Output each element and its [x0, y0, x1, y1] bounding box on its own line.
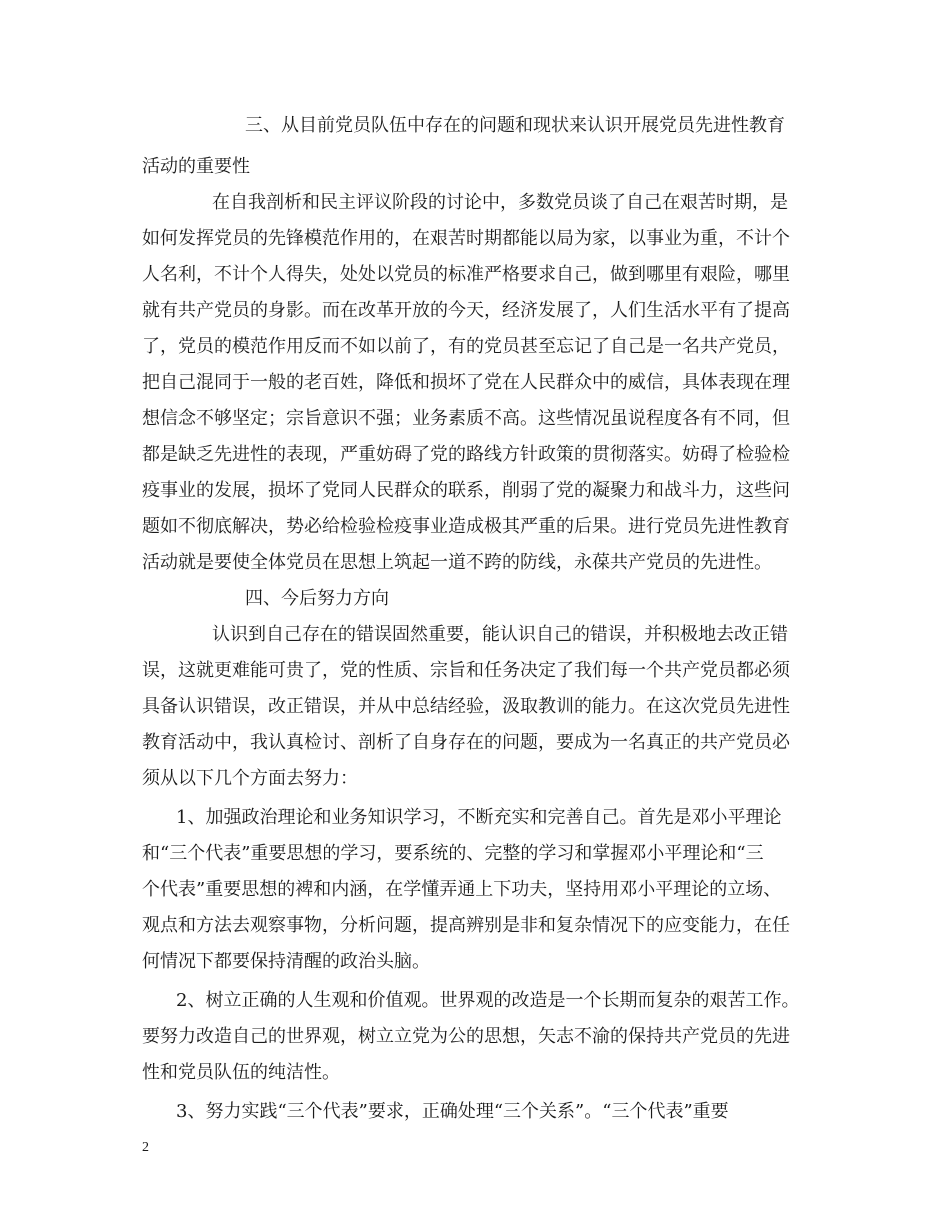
text-line: 活动就是要使全体党员在思想上筑起一道不跨的防线，永葆共产党员的先进性。 — [142, 552, 772, 573]
text-line: 1、加强政治理论和业务知识学习，不断充实和完善自己。首先是邓小平理论 — [176, 807, 782, 828]
text-line: 疫事业的发展，损坏了党同人民群众的联系，削弱了党的凝聚力和战斗力，这些问 — [142, 480, 790, 501]
text-line: 认识到自己存在的错误固然重要，能认识自己的错误，并积极地去改正错 — [212, 624, 788, 645]
text-line: 活动的重要性 — [142, 156, 250, 177]
text-line: 题如不彻底解决，势必给检验检疫事业造成极其严重的后果。进行党员先进性教育 — [142, 516, 790, 537]
text-line: 误，这就更难能可贵了，党的性质、宗旨和任务决定了我们每一个共产党员都必须 — [142, 660, 790, 681]
text-line: 如何发挥党员的先锋模范作用的，在艰苦时期都能以局为家，以事业为重，不计个 — [142, 228, 790, 249]
text-line: 人名利，不计个人得失，处处以党员的标准严格要求自己，做到哪里有艰险，哪里 — [142, 264, 790, 285]
text-line: 三、从目前党员队伍中存在的问题和现状来认识开展党员先进性教育 — [245, 115, 785, 136]
text-line: 要努力改造自己的世界观，树立立党为公的思想，矢志不渝的保持共产党员的先进 — [142, 1026, 790, 1047]
text-line: 和“三个代表”重要思想的学习，要系统的、完整的学习和掌握邓小平理论和“三 — [142, 843, 764, 864]
page-number: 2 — [142, 1140, 149, 1155]
text-line: 想信念不够坚定；宗旨意识不强；业务素质不高。这些情况虽说程度各有不同，但 — [142, 408, 790, 429]
text-line: 都是缺乏先进性的表现，严重妨碍了党的路线方针政策的贯彻落实。妨碍了检验检 — [142, 444, 790, 465]
text-line: 3、努力实践“三个代表”要求，正确处理“三个关系”。“三个代表”重要 — [176, 1101, 729, 1122]
text-line: 性和党员队伍的纯洁性。 — [142, 1062, 340, 1083]
text-line: 把自己混同于一般的老百姓，降低和损坏了党在人民群众中的威信，具体表现在理 — [142, 372, 790, 393]
text-line: 了，党员的模范作用反而不如以前了，有的党员甚至忘记了自己是一名共产党员， — [142, 336, 790, 357]
text-line: 观点和方法去观察事物，分析问题，提高辨别是非和复杂情况下的应变能力，在任 — [142, 915, 790, 936]
text-line: 个代表”重要思想的裨和内涵，在学懂弄通上下功夫，坚持用邓小平理论的立场、 — [142, 879, 782, 900]
text-line: 何情况下都要保持清醒的政治头脑。 — [142, 951, 430, 972]
text-line: 就有共产党员的身影。而在改革开放的今天，经济发展了，人们生活水平有了提高 — [142, 300, 790, 321]
text-line: 四、今后努力方向 — [245, 588, 389, 609]
text-line: 在自我剖析和民主评议阶段的讨论中，多数党员谈了自己在艰苦时期，是 — [212, 192, 788, 213]
text-line: 具备认识错误，改正错误，并从中总结经验，汲取教训的能力。在这次党员先进性 — [142, 696, 790, 717]
text-line: 须从以下几个方面去努力： — [142, 768, 358, 789]
text-line: 教育活动中，我认真检讨、剖析了自身存在的问题，要成为一名真正的共产党员必 — [142, 732, 790, 753]
text-line: 2、树立正确的人生观和价值观。世界观的改造是一个长期而复杂的艰苦工作。 — [176, 990, 800, 1011]
